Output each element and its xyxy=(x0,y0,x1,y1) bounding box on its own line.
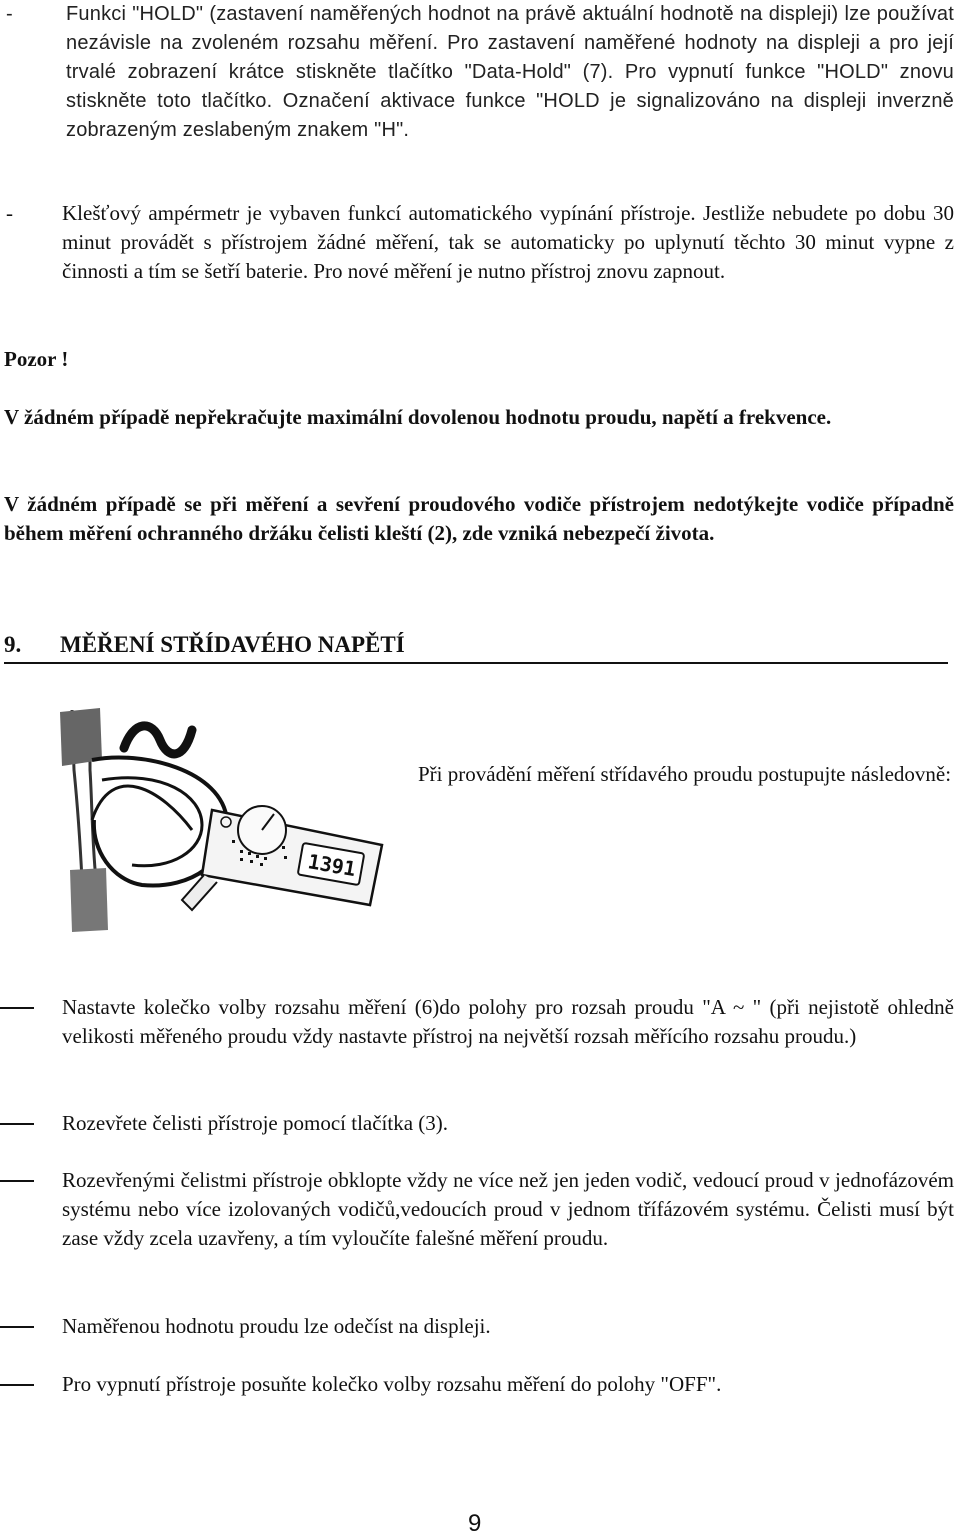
warning-paragraph-2: V žádném případě se při měření a sevření proudového vodiče přístrojem nedotýkejte vodiče případně během měření ochranného držáku čelisti kleští (2), zde vzniká nebezpečí života. xyxy=(4,492,954,545)
section-title: MĚŘENÍ STŘÍDAVÉHO NAPĚTÍ xyxy=(60,632,405,657)
page-number: 9 xyxy=(468,1510,482,1537)
bullet-marker: - xyxy=(6,201,13,225)
clamp-meter-icon xyxy=(52,700,392,950)
step-3-text: Rozevřenými čelistmi přístroje obklopte vždy ne více než jen jeden vodič, vedoucí proud v jednofázovém systému nebo více izolovaných vodičů,vedoucích proud v jednom třífázovém systému. Čelisti musí být zase vždy zcela uzavřeny, a tím vyloučíte falešné měření proudu. xyxy=(62,1168,954,1250)
step-marker xyxy=(0,1123,34,1125)
warning-label: Pozor ! xyxy=(4,347,69,371)
section-heading xyxy=(4,630,948,664)
bullet-marker: - xyxy=(6,3,13,25)
step-marker xyxy=(0,1384,34,1386)
display-reading: 1391 xyxy=(306,849,358,882)
clamp-meter-figure xyxy=(52,700,392,950)
step-1-text: Nastavte kolečko volby rozsahu měření (6)do polohy pro rozsah proudu "A ~ " (při nejistotě ohledně velikosti měřeného proudu vždy nastavte přístroj na největší rozsah měřícího rozsahu proudu.) xyxy=(62,995,954,1048)
step-2-text: Rozevřete čelisti přístroje pomocí tlačítka (3). xyxy=(62,1111,449,1135)
step-4-text: Naměřenou hodnotu proudu lze odečíst na displeji. xyxy=(62,1314,491,1338)
step-5-text: Pro vypnutí přístroje posuňte kolečko volby rozsahu měření do polohy "OFF". xyxy=(62,1372,722,1396)
bullet-hold-text: Funkci "HOLD" (zastavení naměřených hodnot na právě aktuální hodnotě na displeji) lze používat nezávisle na zvoleném rozsahu měření. Pro zastavení naměřené hodnoty na displeji a pro její trvalé zobrazení krátce stiskněte tlačítko "Data-Hold" (7). Pro vypnutí funkce "HOLD" znovu stiskněte toto tlačítko. Označení aktivace funkce "HOLD je signalizováno na displeji inverzně zobrazeným zeslabeným znakem "H". xyxy=(66,3,954,141)
intro-text: Při provádění měření střídavého proudu postupujte následovně: xyxy=(418,762,952,786)
step-marker xyxy=(0,1326,34,1328)
section-number: 9. xyxy=(4,632,22,657)
step-marker xyxy=(0,1180,34,1182)
warning-paragraph-1: V žádném případě nepřekračujte maximální dovolenou hodnotu proudu, napětí a frekvence. xyxy=(4,405,832,429)
bullet-auto-off-text: Klešťový ampérmetr je vybaven funkcí automatického vypínání přístroje. Jestliže nebudete po dobu 30 minut provádět s přístrojem žádné měření, tak se automaticky po uplynutí těchto 30 minut vypne z činnosti a tím se šetří baterie. Pro nové měření je nutno přístroj znovu zapnout. xyxy=(62,201,954,283)
step-marker xyxy=(0,1007,34,1009)
